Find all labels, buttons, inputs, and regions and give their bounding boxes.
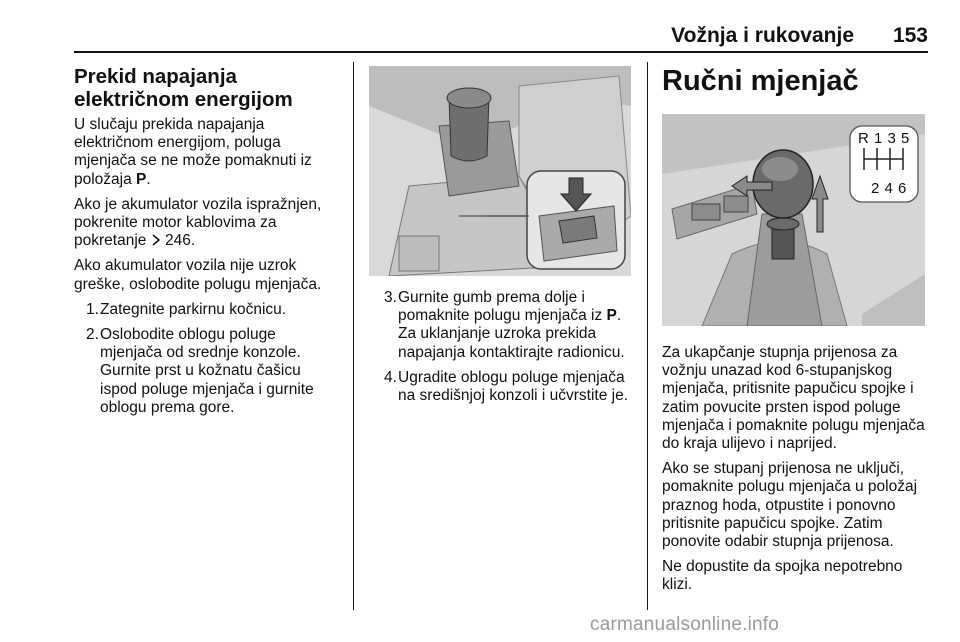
- paragraph-release-lever: Ako akumulator vozila nije uzrok greške, oslobodite polugu mjenjača.: [74, 257, 322, 293]
- step-text: Zategnite parkirnu kočnicu.: [100, 300, 287, 318]
- step-number: 3.: [384, 289, 397, 306]
- column-divider-left: [353, 62, 354, 610]
- step-number: 1.: [86, 300, 99, 318]
- paragraph-clutch-slip: Ne dopustite da spojka nepotrebno klizi.: [662, 558, 903, 594]
- section-heading-manual-gearbox: Ručni mjenjač: [662, 65, 859, 97]
- steps-list: [74, 301, 340, 417]
- steps-list-continued: [372, 289, 640, 405]
- header-title: Vožnja i rukovanje: [671, 24, 854, 47]
- paragraph-gear-not-engaged: Ako se stupanj prijenosa ne uključi, pomaknite polugu mjenjača u položaj praznog hoda, otpustite i ponovno pritisnite papučicu spojke. Zatim ponovite odabir stupnja prijenosa.: [662, 460, 918, 551]
- paragraph-reverse-gear: Za ukapčanje stupnja prijenosa za vožnju unazad kod 6-stupanjskog mjenjača, pritisnite papučicu spojke i zatim povucite prsten ispod poluge mjenjača i pomaknite polugu mjenjača do kraja ulijevo i naprijed.: [662, 344, 925, 453]
- figure-gear-lever-release: [369, 66, 631, 276]
- paragraph-text: Ako je akumulator vozila ispražnjen, pokrenite motor kablovima za pokretanje: [74, 195, 322, 250]
- section-heading-power-failure: [74, 65, 340, 111]
- middle-column: [372, 289, 640, 412]
- step-number: 2.: [86, 326, 99, 344]
- paragraph-text: U slučaju prekida napajanja električnom energijom, poluga mjenjača se ne može pomaknuti iz položaja: [74, 116, 312, 188]
- shift-pattern-bottom-label: 2 4 6: [871, 180, 907, 197]
- list-item: [74, 301, 340, 319]
- page-reference-link[interactable]: 246: [165, 232, 191, 250]
- reference-arrow-icon: [151, 232, 161, 249]
- paragraph-text: .: [146, 170, 151, 188]
- page-header: [0, 0, 960, 54]
- list-item: [74, 326, 340, 417]
- step-text: . Za uklanjanje uzroka prekida napajanja kontaktirajte radionicu.: [398, 307, 625, 361]
- left-column: [74, 65, 340, 424]
- paragraph-power-failure: [74, 116, 340, 189]
- gear-p-label: P: [606, 307, 617, 325]
- page-number: 153: [892, 24, 928, 47]
- step-text: Oslobodite oblogu poluge mjenjača od srednje konzole. Gurnite prst u kožnatu čašicu ispod poluge mjenjača i gurnite oblogu prema gore.: [100, 326, 314, 416]
- list-item: [372, 369, 640, 405]
- header-rule: [74, 51, 928, 53]
- watermark: carmanualsonline.info: [590, 614, 780, 635]
- figure-manual-gear-lever: [662, 114, 925, 326]
- paragraph-battery: [74, 196, 340, 251]
- paragraph-text: .: [190, 232, 196, 250]
- list-item: [372, 289, 640, 362]
- right-column-text: [662, 344, 932, 602]
- gear-p-label: P: [136, 170, 147, 188]
- shift-pattern-top-label: R 1 3 5: [858, 130, 910, 147]
- heading-line-1: Prekid napajanja: [74, 65, 237, 88]
- right-column: [662, 64, 932, 98]
- step-number: 4.: [384, 368, 397, 386]
- gear-lever-illustration: [369, 66, 631, 276]
- column-divider-right: [647, 62, 648, 610]
- step-text: Ugradite oblogu poluge mjenjača na središnjoj konzoli i učvrstite je.: [398, 368, 629, 405]
- step-text: Gurnite gumb prema dolje i pomaknite polugu mjenjača iz: [398, 289, 607, 325]
- heading-line-2: električnom energijom: [74, 88, 293, 111]
